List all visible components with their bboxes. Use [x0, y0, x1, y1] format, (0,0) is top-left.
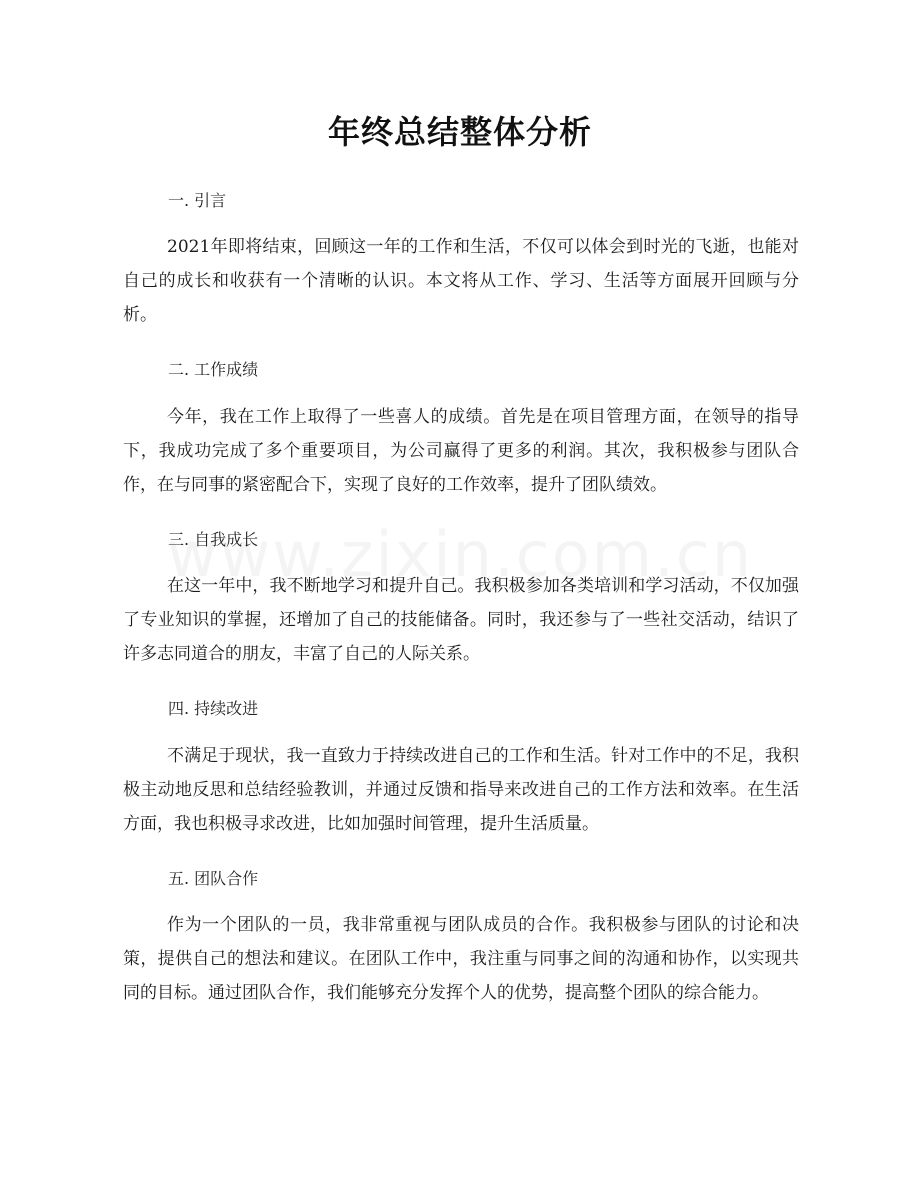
section-heading-intro: 一. 引言	[168, 191, 227, 210]
section-paragraph-work: 今年，我在工作上取得了一些喜人的成绩。首先是在项目管理方面，在领导的指导下，我成功完成了多个重要项目，为公司赢得了更多的利润。其次，我积极参与团队合作，在与同事的紧密配合下，实现了良好的工作效率，提升了团队绩效。	[123, 407, 799, 495]
section-paragraph-intro: 2021年即将结束，回顾这一年的工作和生活，不仅可以体会到时光的飞逝，也能对自己的成长和收获有一个清晰的认识。本文将从工作、学习、生活等方面展开回顾与分析。	[123, 237, 799, 325]
page-title: 年终总结整体分析	[327, 113, 592, 151]
section-paragraph-growth: 在这一年中，我不断地学习和提升自己。我积极参加各类培训和学习活动，不仅加强了专业知识的掌握，还增加了自己的技能储备。同时，我还参与了一些社交活动，结识了许多志同道合的朋友，丰富了自己的人际关系。	[123, 576, 799, 664]
section-heading-teamwork: 五. 团队合作	[168, 869, 259, 888]
section-heading-work: 二. 工作成绩	[168, 360, 259, 379]
section-paragraph-teamwork: 作为一个团队的一员，我非常重视与团队成员的合作。我积极参与团队的讨论和决策，提供自己的想法和建议。在团队工作中，我注重与同事之间的沟通和协作，以实现共同的目标。通过团队合作，我们能够充分发挥个人的优势，提高整个团队的综合能力。	[123, 915, 799, 1003]
section-paragraph-improvement: 不满足于现状，我一直致力于持续改进自己的工作和生活。针对工作中的不足，我积极主动地反思和总结经验教训，并通过反馈和指导来改进自己的工作方法和效率。在生活方面，我也积极寻求改进，比如加强时间管理，提升生活质量。	[123, 746, 799, 834]
section-heading-growth: 三. 自我成长	[168, 530, 259, 549]
section-heading-improvement: 四. 持续改进	[168, 699, 259, 718]
